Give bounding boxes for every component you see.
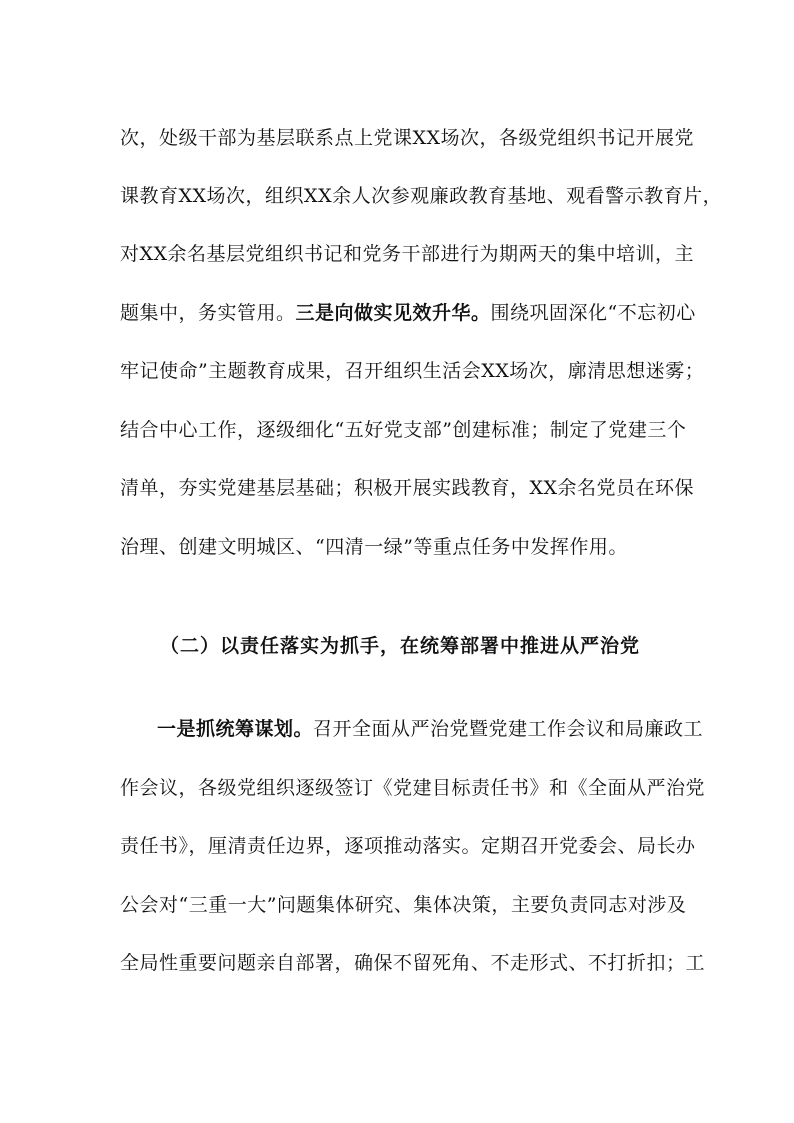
section-heading: （二）以责任落实为抓手，在统筹部署中推进从严治党 [160,635,641,657]
paragraph-line: 次，处级干部为基层联系点上党课XX场次，各级党组织书记开展党 [120,127,695,149]
text-run: 题集中，务实管用。 [120,302,296,324]
bold-lead-text: 一是抓统筹谋划。 [157,718,314,740]
bold-lead-text: 三是向做实见效升华。 [295,302,491,324]
paragraph-line: 责任书》，厘清责任边界，逐项推动落实。定期召开党委会、局长办 [120,835,696,857]
paragraph-line: 牢记使命”主题教育成果，召开组织生活会XX场次，廓清思想迷雾； [120,360,705,382]
paragraph-line: 公会对“三重一大”问题集体研究、集体决策，主要负责同志对涉及 [120,894,687,916]
text-run: 围绕巩固深化“不忘初心 [490,302,696,324]
text-run: 召开全面从严治党暨党建工作会议和局廉政工 [313,718,704,740]
paragraph-line: 清单，夯实党建基层基础；积极开展实践教育，XX余名党员在环保 [120,477,695,499]
paragraph-line: 对XX余名基层党组织书记和党务干部进行为期两天的集中培训，主 [120,243,695,265]
paragraph-line [120,301,696,325]
paragraph-line: 课教育XX场次，组织XX余人次参观廉政教育基地、观看警示教育片， [120,185,723,207]
paragraph-line: 结合中心工作，逐级细化“五好党支部”创建标准；制定了党建三个 [120,419,687,441]
paragraph-line: 作会议，各级党组织逐级签订《党建目标责任书》和《全面从严治党 [120,777,706,799]
paragraph-line [157,717,704,741]
paragraph-line: 治理、创建文明城区、“四清一绿”等重点任务中发挥作用。 [120,536,628,558]
paragraph-line: 全局性重要问题亲自部署，确保不留死角、不走形式、不打折扣；工 [120,952,706,974]
